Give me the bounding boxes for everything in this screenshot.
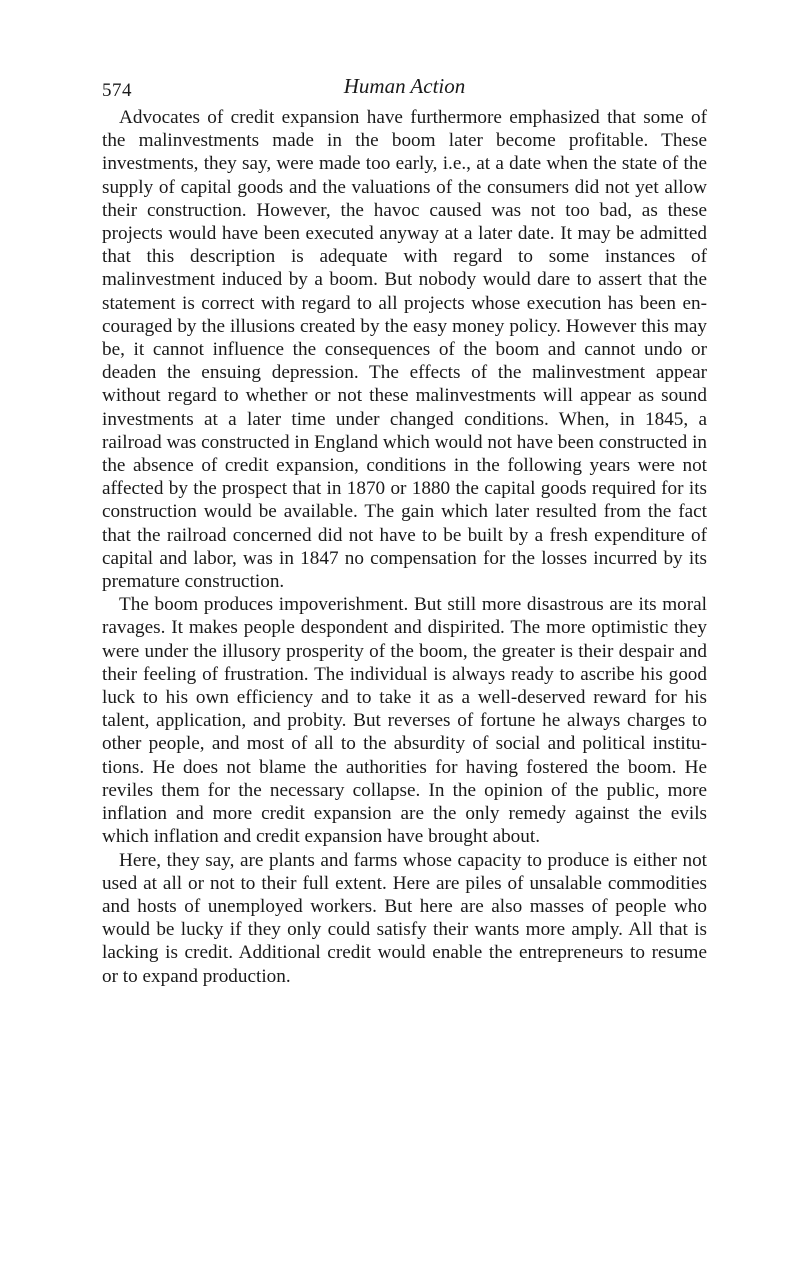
running-head xyxy=(102,74,707,104)
paragraph-malinvestment: Advocates of credit expansion have furthermore emphasized that some of the malinvestments made in the boom later become profitable. These investments, they say, were made too early, i.e., at a date when the state of the supply of capital goods and the valuations of the consumers did not yet allow their construction. However, the havoc caused was not too bad, as these projects would have been executed anyway at a later date. It may be admitted that this description is adequate with regard to some instances of malinvestment induced by a boom. But nobody would dare to assert that the statement is correct with regard to all projects whose execution has been encouraged by the illusions created by the easy money policy. However this may be, it cannot influence the consequences of the boom and cannot undo or deaden the ensuing depression. The effects of the malinvestment appear without regard to whether or not these malinvestments will appear as sound investments at a later time under changed conditions. When, in 1845, a railroad was constructed in England which would not have been constructed in the absence of credit expansion, conditions in the following years were not affected by the prospect that in 1870 or 1880 the capital goods required for its construction would be available. The gain which later resulted from the fact that the railroad concerned did not have to be built by a fresh expenditure of capital and labor, was in 1847 no compensation for the losses incurred by its premature construction. xyxy=(102,107,707,593)
page-number: 574 xyxy=(102,80,132,101)
body-text xyxy=(102,106,707,988)
paragraph-credit-remedy: Here, they say, are plants and farms whose capacity to produce is either not used at all or not to their full extent. Here are piles of unsalable commodities and hosts of unemployed workers. But here are also masses of people who would be lucky if they only could satisfy their wants more amply. All that is lacking is credit. Additional credit would enable the entrepreneurs to resume or to expand production. xyxy=(102,849,707,987)
book-page xyxy=(102,74,707,988)
running-title: Human Action xyxy=(343,74,466,98)
paragraph-moral-ravages: The boom produces impoverishment. But still more disastrous are its moral ravages. It makes people despondent and dispirited. The more optimistic they were under the illusory prosperity of the boom, the greater is their despair and their feeling of frustration. The individual is always ready to ascribe his good luck to his own efficiency and to take it as a well-deserved reward for his talent, application, and probity. But reverses of fortune he always charges to other people, and most of all to the absurdity of social and political institutions. He does not blame the authorities for having fostered the boom. He reviles them for the necessary collapse. In the opinion of the public, more inflation and more credit expansion are the only remedy against the evils which inflation and credit expansion have brought about. xyxy=(102,594,707,848)
